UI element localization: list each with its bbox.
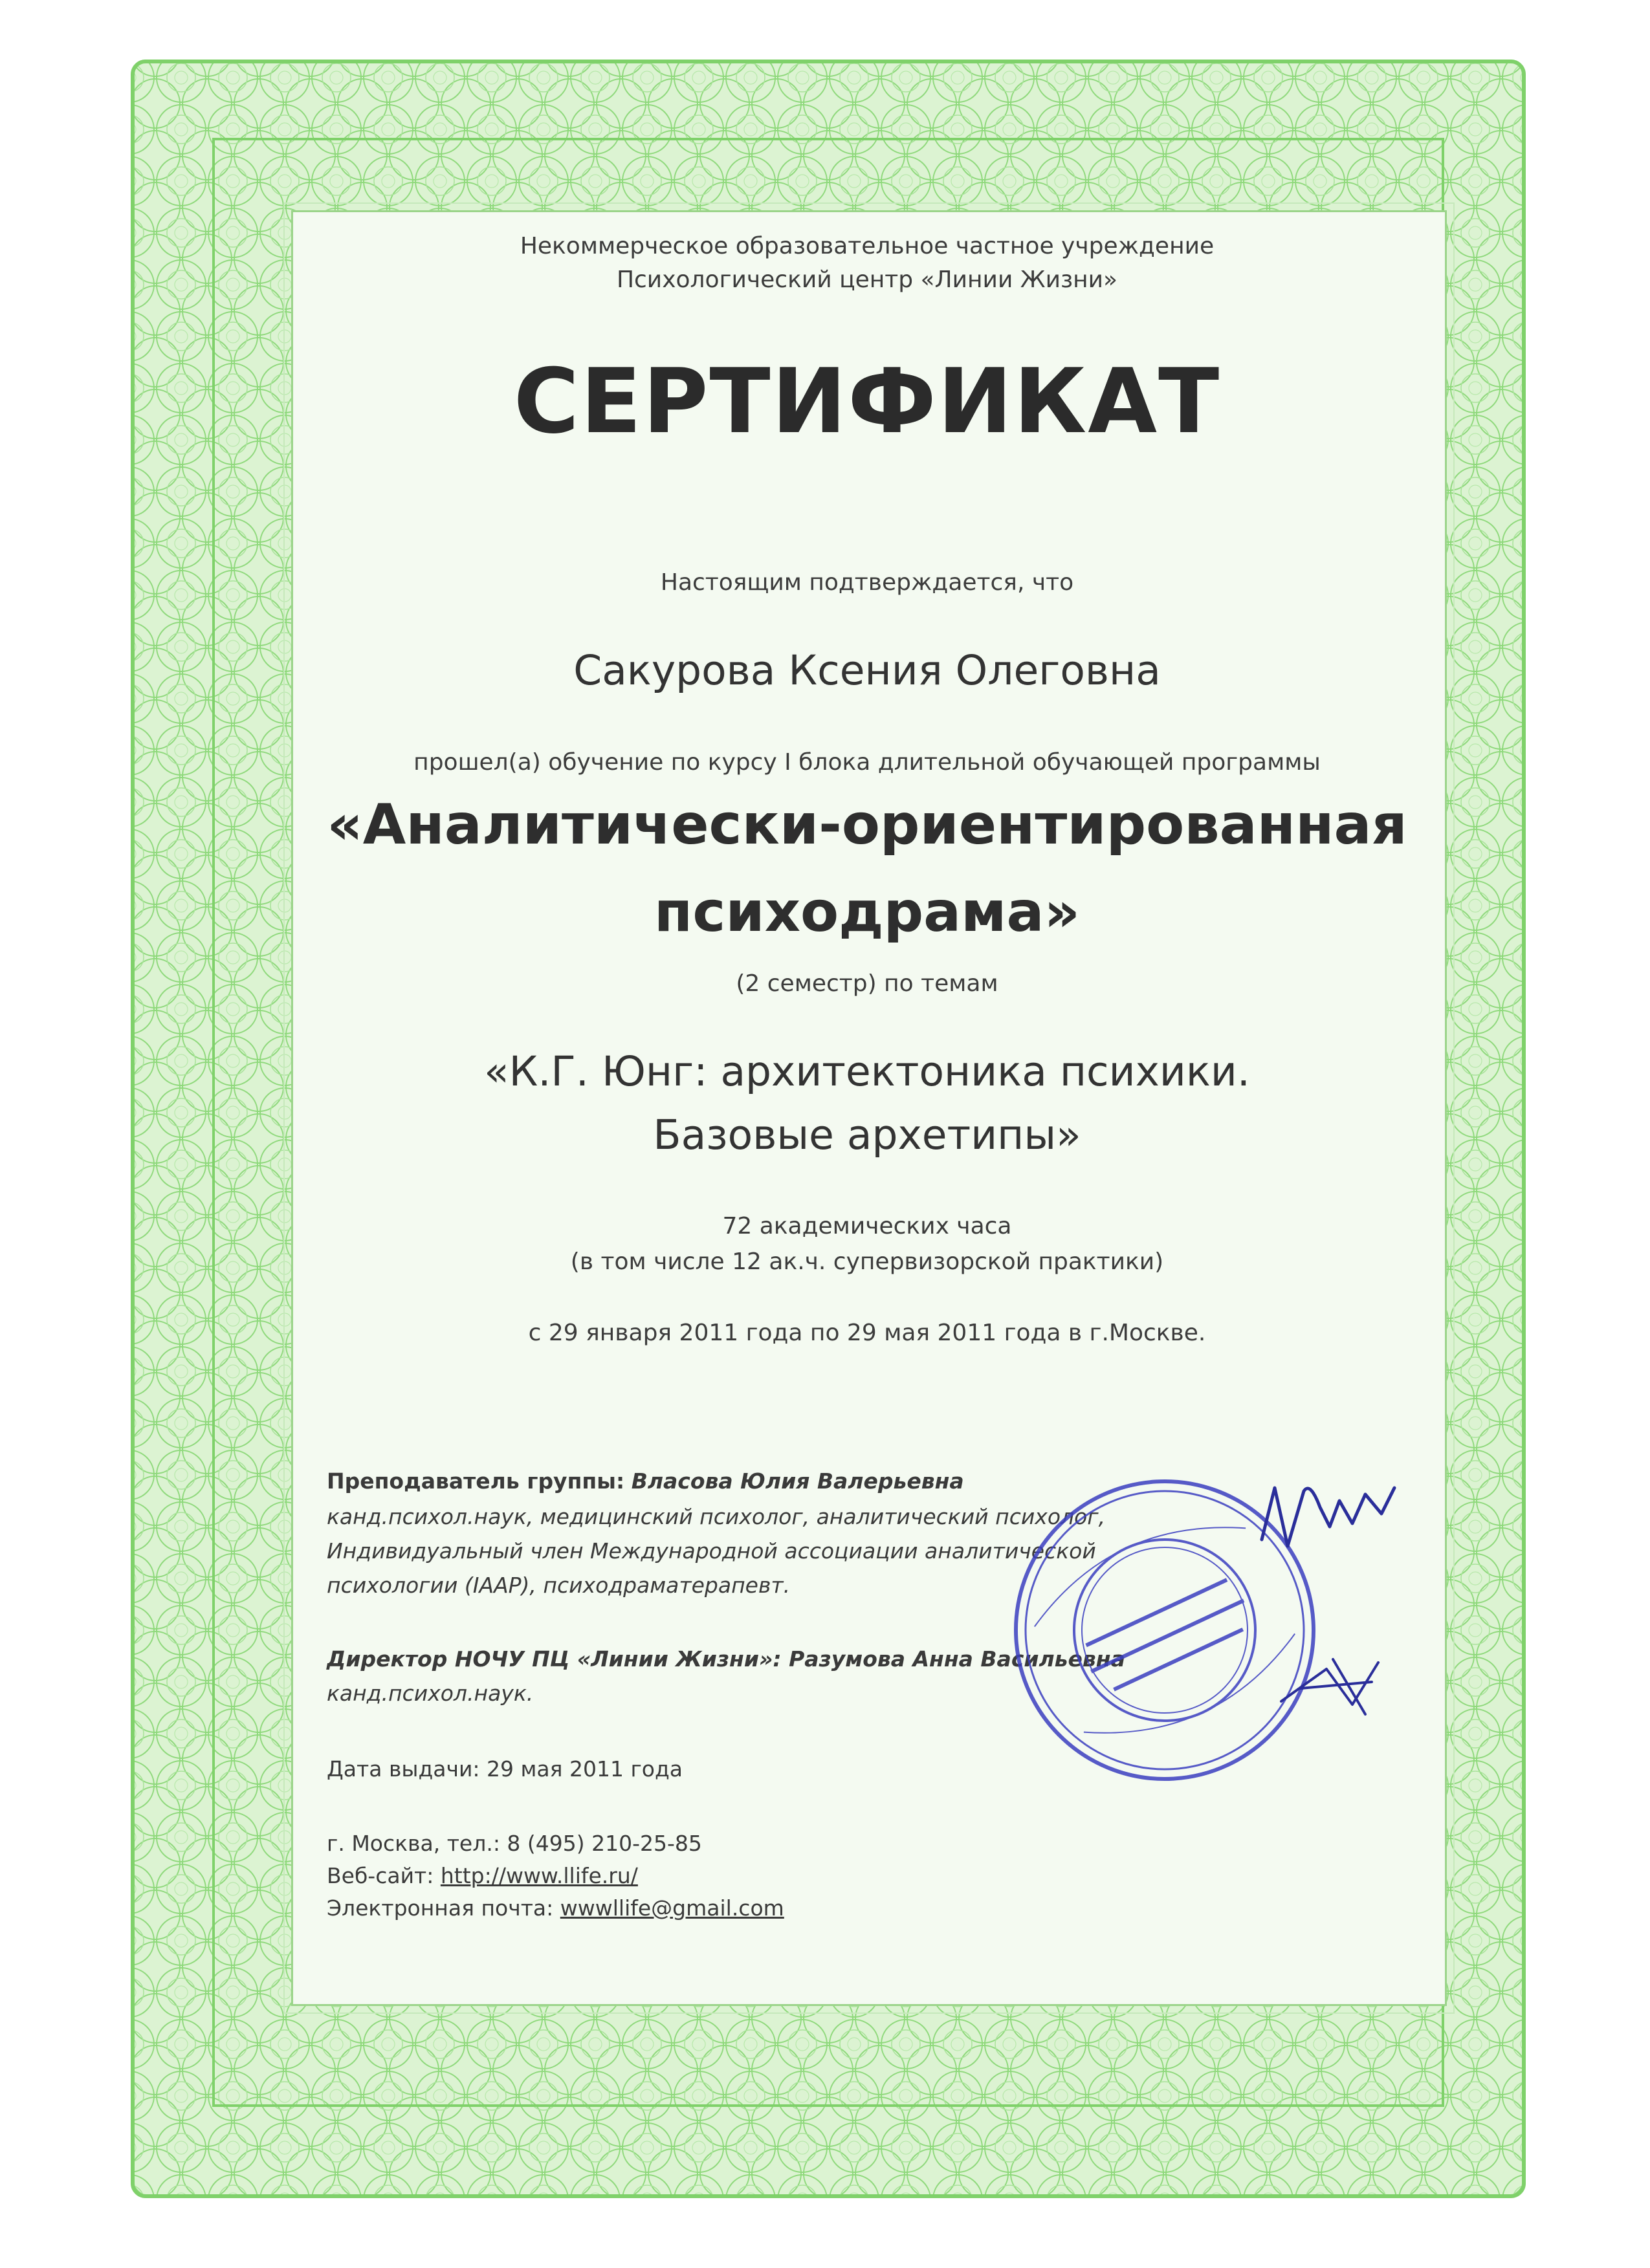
program-title-line2: психодрама»: [654, 880, 1081, 944]
email-link[interactable]: wwwllife@gmail.com: [560, 1895, 784, 1921]
org-name-line2: Психологический центр «Линии Жизни»: [616, 267, 1118, 293]
course-dates: с 29 января 2011 года по 29 мая 2011 года в г.Москве.: [528, 1320, 1206, 1346]
teacher-credentials-line3: психологии (IAAP), психодраматерапевт.: [327, 1573, 791, 1598]
email-line: [327, 1895, 784, 1921]
website-label: Веб-сайт:: [327, 1863, 441, 1888]
city-phone: г. Москва, тел.: 8 (495) 210-25-85: [327, 1831, 702, 1856]
teacher-line: [327, 1468, 964, 1494]
course-intro: прошел(а) обучение по курсу I блока длительной обучающей программы: [413, 749, 1321, 776]
certificate-title: СЕРТИФИКАТ: [513, 349, 1221, 453]
semester-text: (2 семестр) по темам: [736, 970, 998, 997]
org-name-line1: Некоммерческое образовательное частное учреждение: [520, 233, 1215, 259]
teacher-label: Преподаватель группы:: [327, 1468, 625, 1494]
hours-line2: (в том числе 12 ак.ч. супервизорской практики): [570, 1248, 1164, 1275]
director-signature: [1275, 1643, 1404, 1721]
recipient-name: Сакурова Ксения Олеговна: [573, 647, 1161, 694]
teacher-name: Власова Юлия Валерьевна: [631, 1468, 964, 1494]
confirm-text: Настоящим подтверждается, что: [660, 569, 1074, 596]
teacher-credentials-line2: Индивидуальный член Международной ассоциации аналитической: [327, 1538, 1096, 1564]
program-title-line1: «Аналитически-ориентированная: [327, 792, 1407, 857]
website-line: [327, 1863, 638, 1888]
topic-line2: Базовые архетипы»: [653, 1111, 1081, 1159]
issue-date: Дата выдачи: 29 мая 2011 года: [327, 1756, 683, 1782]
hours-line1: 72 академических часа: [722, 1213, 1012, 1239]
website-link[interactable]: http://www.llife.ru/: [440, 1863, 638, 1888]
director-credentials: канд.психол.наук.: [327, 1681, 534, 1706]
teacher-credentials-line1: канд.психол.наук, медицинский психолог, аналитический психолог,: [327, 1504, 1106, 1529]
teacher-signature: [1249, 1468, 1404, 1565]
email-label: Электронная почта:: [327, 1895, 560, 1921]
topic-line1: «К.Г. Юнг: архитектоника психики.: [484, 1048, 1250, 1095]
director-line: Директор НОЧУ ПЦ «Линии Жизни»: Разумова Анна Васильевна: [327, 1646, 1125, 1672]
